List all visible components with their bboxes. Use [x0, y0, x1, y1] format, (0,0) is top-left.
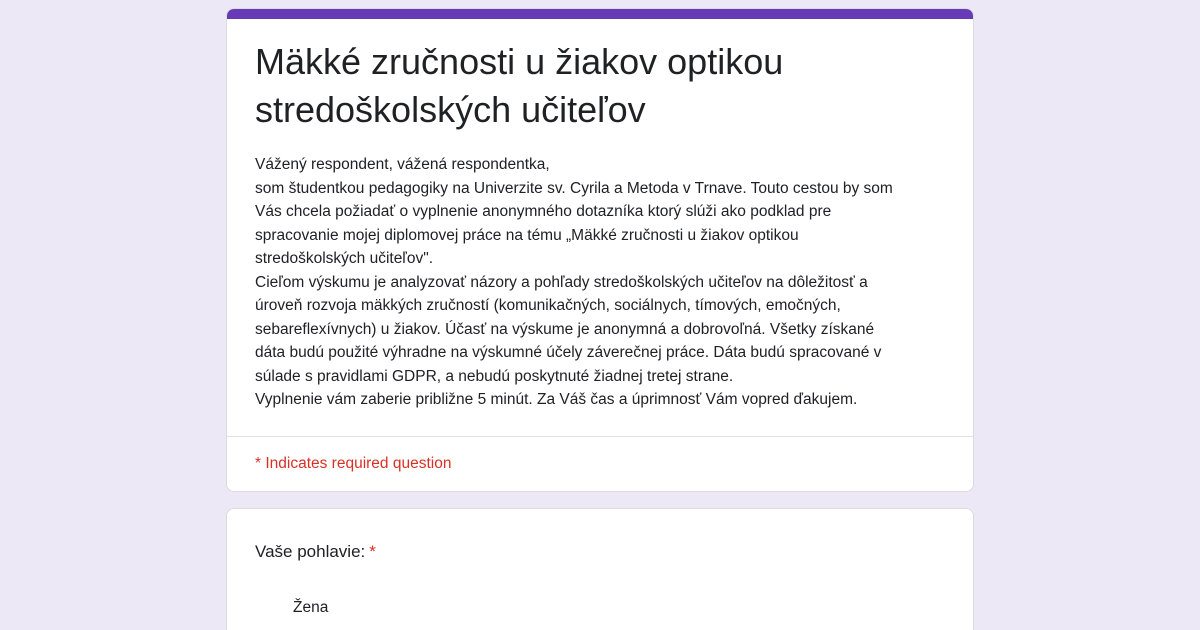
header-divider: [227, 436, 973, 437]
form-title-line-2: stredoškolských učiteľov: [255, 89, 646, 130]
description-line: úroveň rozvoja mäkkých zručností (komunikačných, sociálnych, tímových, emočných,: [255, 297, 841, 314]
question-card-gender: [226, 508, 974, 630]
form-description: [255, 153, 955, 412]
description-line: stredoškolských učiteľov".: [255, 250, 434, 267]
description-line: Vyplnenie vám zaberie približne 5 minút. Za Váš čas a úprimnosť Vám vopred ďakujem.: [255, 391, 858, 408]
description-line: spracovanie mojej diplomovej práce na tému „Mäkké zručnosti u žiakov optikou: [255, 226, 799, 244]
theme-accent-bar: [226, 8, 974, 19]
description-line: som študentkou pedagogiky na Univerzite sv. Cyrila a Metoda v Trnave. Touto cestou by som: [255, 179, 893, 197]
required-asterisk: *: [369, 542, 376, 561]
description-line: Vážený respondent, vážená respondentka,: [255, 156, 550, 173]
description-line: dáta budú použité výhradne na výskumné účely záverečnej práce. Dáta budú spracované v: [255, 344, 882, 361]
description-line: Vás chcela požiadať o vyplnenie anonymného dotazníka ktorý slúži ako podklad pre: [255, 203, 832, 220]
required-question-note: * Indicates required question: [255, 455, 452, 472]
form-title-line-1: Mäkké zručnosti u žiakov optikou: [255, 41, 784, 82]
radio-option-zena[interactable]: [293, 597, 328, 619]
form-header-card: [226, 8, 974, 492]
question-title: [255, 540, 376, 564]
radio-option-label: Žena: [293, 599, 329, 616]
form-title: [255, 38, 945, 134]
description-line: Cieľom výskumu je analyzovať názory a pohľady stredoškolských učiteľov na dôležitosť a: [255, 273, 868, 291]
question-title-text: Vaše pohlavie:: [255, 542, 366, 561]
description-line: sebareflexívnych) u žiakov. Účasť na výskume je anonymná a dobrovoľná. Všetky získané: [255, 320, 875, 338]
description-line: súlade s pravidlami GDPR, a nebudú poskytnuté žiadnej tretej strane.: [255, 367, 734, 385]
